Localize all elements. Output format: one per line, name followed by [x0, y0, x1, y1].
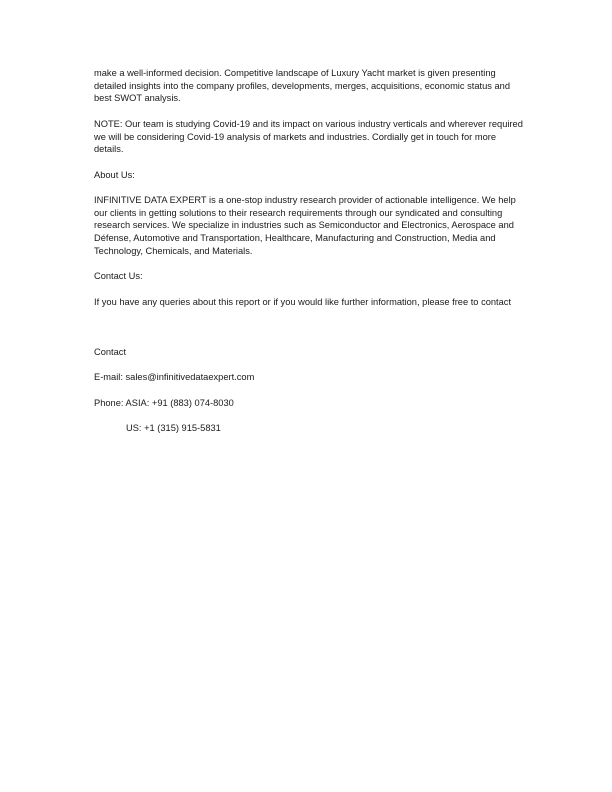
- about-paragraph: INFINITIVE DATA EXPERT is a one-stop industry research provider of actionable intelligence. We help our clients in getting solutions to their research requirements through our syndicated and consulting research services. We specialize in industries such as Semiconductor and Electronics, Aerospace and Défense, Automotive and Transportation, Healthcare, Manufacturing and Construction, Media and Technology, Chemicals, and Materials.: [94, 194, 516, 256]
- document-body: [94, 67, 524, 448]
- contact-paragraph: If you have any queries about this report or if you would like further information, please free to contact: [94, 296, 512, 307]
- intro-paragraph: make a well-informed decision. Competitive landscape of Luxury Yacht market is given presenting detailed insights into the company profiles, developments, merges, acquisitions, economic status and best SWOT analysis.: [94, 68, 511, 104]
- email-line: E-mail: sales@infinitivedataexpert.com: [94, 372, 255, 383]
- contact-heading: Contact Us:: [94, 271, 143, 282]
- spacer: [94, 321, 524, 346]
- phone-asia-line: Phone: ASIA: +91 (883) 074-8030: [94, 397, 234, 408]
- phone-us-line: US: +1 (315) 915-5831: [126, 423, 221, 434]
- about-heading: About Us:: [94, 169, 135, 180]
- note-paragraph: NOTE: Our team is studying Covid-19 and its impact on various industry verticals and wherever required we will be considering Covid-19 analysis of markets and industries. Cordially get in touch for more details.: [94, 118, 523, 155]
- contact-label: Contact: [94, 346, 127, 357]
